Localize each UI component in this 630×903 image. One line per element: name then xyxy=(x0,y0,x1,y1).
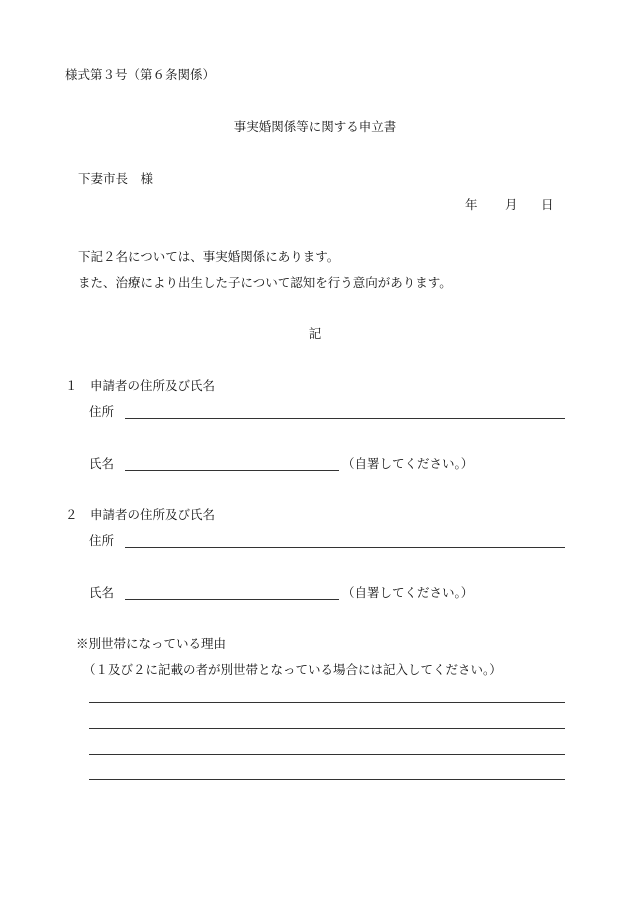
intro-line-1: 下記２名については、事実婚関係にあります。 xyxy=(78,249,340,264)
date-month-label: 月 xyxy=(505,197,518,212)
applicant-1-sign-note: （自署してください。） xyxy=(342,456,474,471)
applicant-1-address-field[interactable] xyxy=(125,418,565,419)
applicant-1-name-label: 氏名 xyxy=(89,456,115,471)
form-number: 様式第３号（第６条関係） xyxy=(65,67,216,82)
applicant-2-address-label: 住所 xyxy=(89,533,115,548)
applicant-2-name-field[interactable] xyxy=(125,599,339,600)
reason-line-3[interactable] xyxy=(89,754,565,755)
date-year-label: 年 xyxy=(465,197,478,212)
reason-line-1[interactable] xyxy=(89,702,565,703)
addressee: 下妻市長 様 xyxy=(78,171,154,186)
reason-line-4[interactable] xyxy=(89,779,565,780)
document-title: 事実婚関係等に関する申立書 xyxy=(233,119,397,134)
applicant-2-heading: ２ 申請者の住所及び氏名 xyxy=(65,507,216,522)
intro-line-2: また、治療により出生した子について認知を行う意向があります。 xyxy=(78,275,452,290)
applicant-2-sign-note: （自署してください。） xyxy=(342,585,474,600)
ki-heading: 記 xyxy=(308,326,322,341)
separate-household-heading: ※別世帯になっている理由 xyxy=(76,636,227,651)
applicant-2-name-label: 氏名 xyxy=(89,585,115,600)
applicant-1-heading: １ 申請者の住所及び氏名 xyxy=(65,378,216,393)
applicant-1-address-label: 住所 xyxy=(89,404,115,419)
date-day-label: 日 xyxy=(541,197,554,212)
applicant-2-address-field[interactable] xyxy=(125,547,565,548)
reason-line-2[interactable] xyxy=(89,728,565,729)
separate-household-note: （１及び２に記載の者が別世帯となっている場合には記入してください。） xyxy=(83,662,502,677)
applicant-1-name-field[interactable] xyxy=(125,470,339,471)
